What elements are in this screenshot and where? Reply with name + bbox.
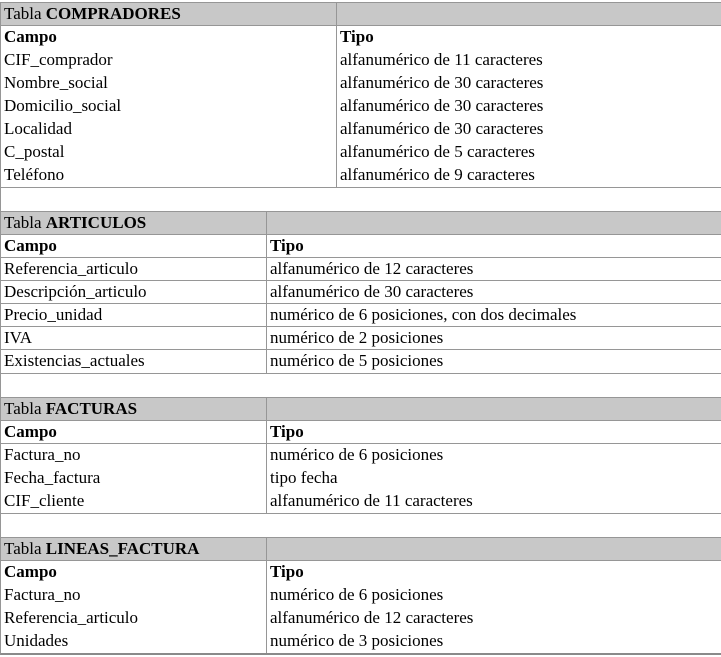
- table-facturas: [0, 397, 721, 514]
- table-articulos: [0, 211, 721, 374]
- table-title-name: LINEAS_FACTURA: [45, 539, 200, 558]
- table-row: [1, 141, 721, 164]
- table-row: [1, 327, 721, 350]
- campo-header-cell: Campo: [1, 26, 337, 49]
- table-row: [1, 584, 721, 607]
- field-type-cell: alfanumérico de 12 caracteres: [270, 259, 474, 278]
- campo-header-cell: Campo: [1, 561, 267, 584]
- table-row: [1, 304, 721, 327]
- table-row: [1, 95, 721, 118]
- table-row: [1, 72, 721, 95]
- table-title-name: COMPRADORES: [45, 4, 181, 23]
- campo-header-cell: Campo: [1, 235, 267, 257]
- column-header-row: [1, 26, 721, 49]
- field-name-cell: Precio_unidad: [1, 304, 267, 326]
- table-row: [1, 164, 721, 187]
- table-row: [1, 350, 721, 373]
- table-row: [1, 490, 721, 513]
- table-row: [1, 118, 721, 141]
- column-header-row: [1, 561, 721, 584]
- table-title-empty-cell: [337, 3, 721, 25]
- column-header-row: [1, 421, 721, 444]
- field-type-cell: numérico de 2 posiciones: [270, 328, 444, 347]
- table-title-cell: [1, 538, 267, 560]
- table-rows: [1, 258, 721, 373]
- field-type-cell: numérico de 6 posiciones: [270, 585, 444, 604]
- table-title-prefix: Tabla: [4, 4, 42, 23]
- table-title-row: [1, 3, 721, 26]
- campo-header-cell: Campo: [1, 421, 267, 443]
- table-title-row: [1, 398, 721, 421]
- field-type-cell: tipo fecha: [270, 468, 338, 487]
- field-name-cell: CIF_cliente: [1, 490, 267, 513]
- field-name-cell: Factura_no: [1, 584, 267, 607]
- field-type-cell: alfanumérico de 30 caracteres: [270, 282, 474, 301]
- table-title-cell: [1, 398, 267, 420]
- table-spacer: [0, 514, 721, 537]
- field-name-cell: CIF_comprador: [1, 49, 337, 72]
- field-type-cell: alfanumérico de 30 caracteres: [340, 73, 544, 92]
- field-name-cell: Existencias_actuales: [1, 350, 267, 373]
- field-type-cell: numérico de 3 posiciones: [270, 631, 444, 650]
- field-type-cell: alfanumérico de 30 caracteres: [340, 119, 544, 138]
- field-type-cell: alfanumérico de 9 caracteres: [340, 165, 535, 184]
- table-row: [1, 258, 721, 281]
- table-rows: [1, 49, 721, 187]
- field-type-cell: numérico de 6 posiciones, con dos decimales: [270, 305, 577, 324]
- tipo-header-cell: Tipo: [270, 422, 304, 441]
- table-rows: [1, 584, 721, 653]
- table-title-cell: [1, 3, 337, 25]
- tipo-header-cell: Tipo: [270, 236, 304, 255]
- field-type-cell: numérico de 5 posiciones: [270, 351, 444, 370]
- table-title-empty-cell: [267, 398, 721, 420]
- table-title-prefix: Tabla: [4, 213, 42, 232]
- table-title-name: ARTICULOS: [45, 213, 147, 232]
- table-title-empty-cell: [267, 538, 721, 560]
- field-type-cell: alfanumérico de 30 caracteres: [340, 96, 544, 115]
- table-rows: [1, 444, 721, 513]
- table-title-empty-cell: [267, 212, 721, 234]
- table-lineas-factura: [0, 537, 721, 655]
- table-row: [1, 444, 721, 467]
- field-name-cell: Referencia_articulo: [1, 607, 267, 630]
- field-name-cell: Teléfono: [1, 164, 337, 187]
- table-spacer: [0, 188, 721, 211]
- table-title-row: [1, 212, 721, 235]
- field-type-cell: alfanumérico de 12 caracteres: [270, 608, 474, 627]
- field-type-cell: alfanumérico de 11 caracteres: [270, 491, 473, 510]
- table-spacer: [0, 374, 721, 397]
- table-title-prefix: Tabla: [4, 399, 42, 418]
- field-name-cell: Domicilio_social: [1, 95, 337, 118]
- table-row: [1, 281, 721, 304]
- column-header-row: [1, 235, 721, 258]
- field-type-cell: alfanumérico de 5 caracteres: [340, 142, 535, 161]
- field-name-cell: Referencia_articulo: [1, 258, 267, 280]
- table-row: [1, 630, 721, 653]
- field-type-cell: alfanumérico de 11 caracteres: [340, 50, 543, 69]
- table-row: [1, 607, 721, 630]
- table-title-cell: [1, 212, 267, 234]
- field-name-cell: Fecha_factura: [1, 467, 267, 490]
- field-name-cell: Factura_no: [1, 444, 267, 467]
- field-type-cell: numérico de 6 posiciones: [270, 445, 444, 464]
- table-row: [1, 49, 721, 72]
- table-row: [1, 467, 721, 490]
- table-title-prefix: Tabla: [4, 539, 42, 558]
- field-name-cell: IVA: [1, 327, 267, 349]
- field-name-cell: Descripción_articulo: [1, 281, 267, 303]
- field-name-cell: Localidad: [1, 118, 337, 141]
- table-compradores: [0, 2, 721, 188]
- table-title-row: [1, 538, 721, 561]
- table-title-name: FACTURAS: [45, 399, 138, 418]
- tipo-header-cell: Tipo: [340, 27, 374, 46]
- field-name-cell: Unidades: [1, 630, 267, 653]
- tipo-header-cell: Tipo: [270, 562, 304, 581]
- field-name-cell: C_postal: [1, 141, 337, 164]
- field-name-cell: Nombre_social: [1, 72, 337, 95]
